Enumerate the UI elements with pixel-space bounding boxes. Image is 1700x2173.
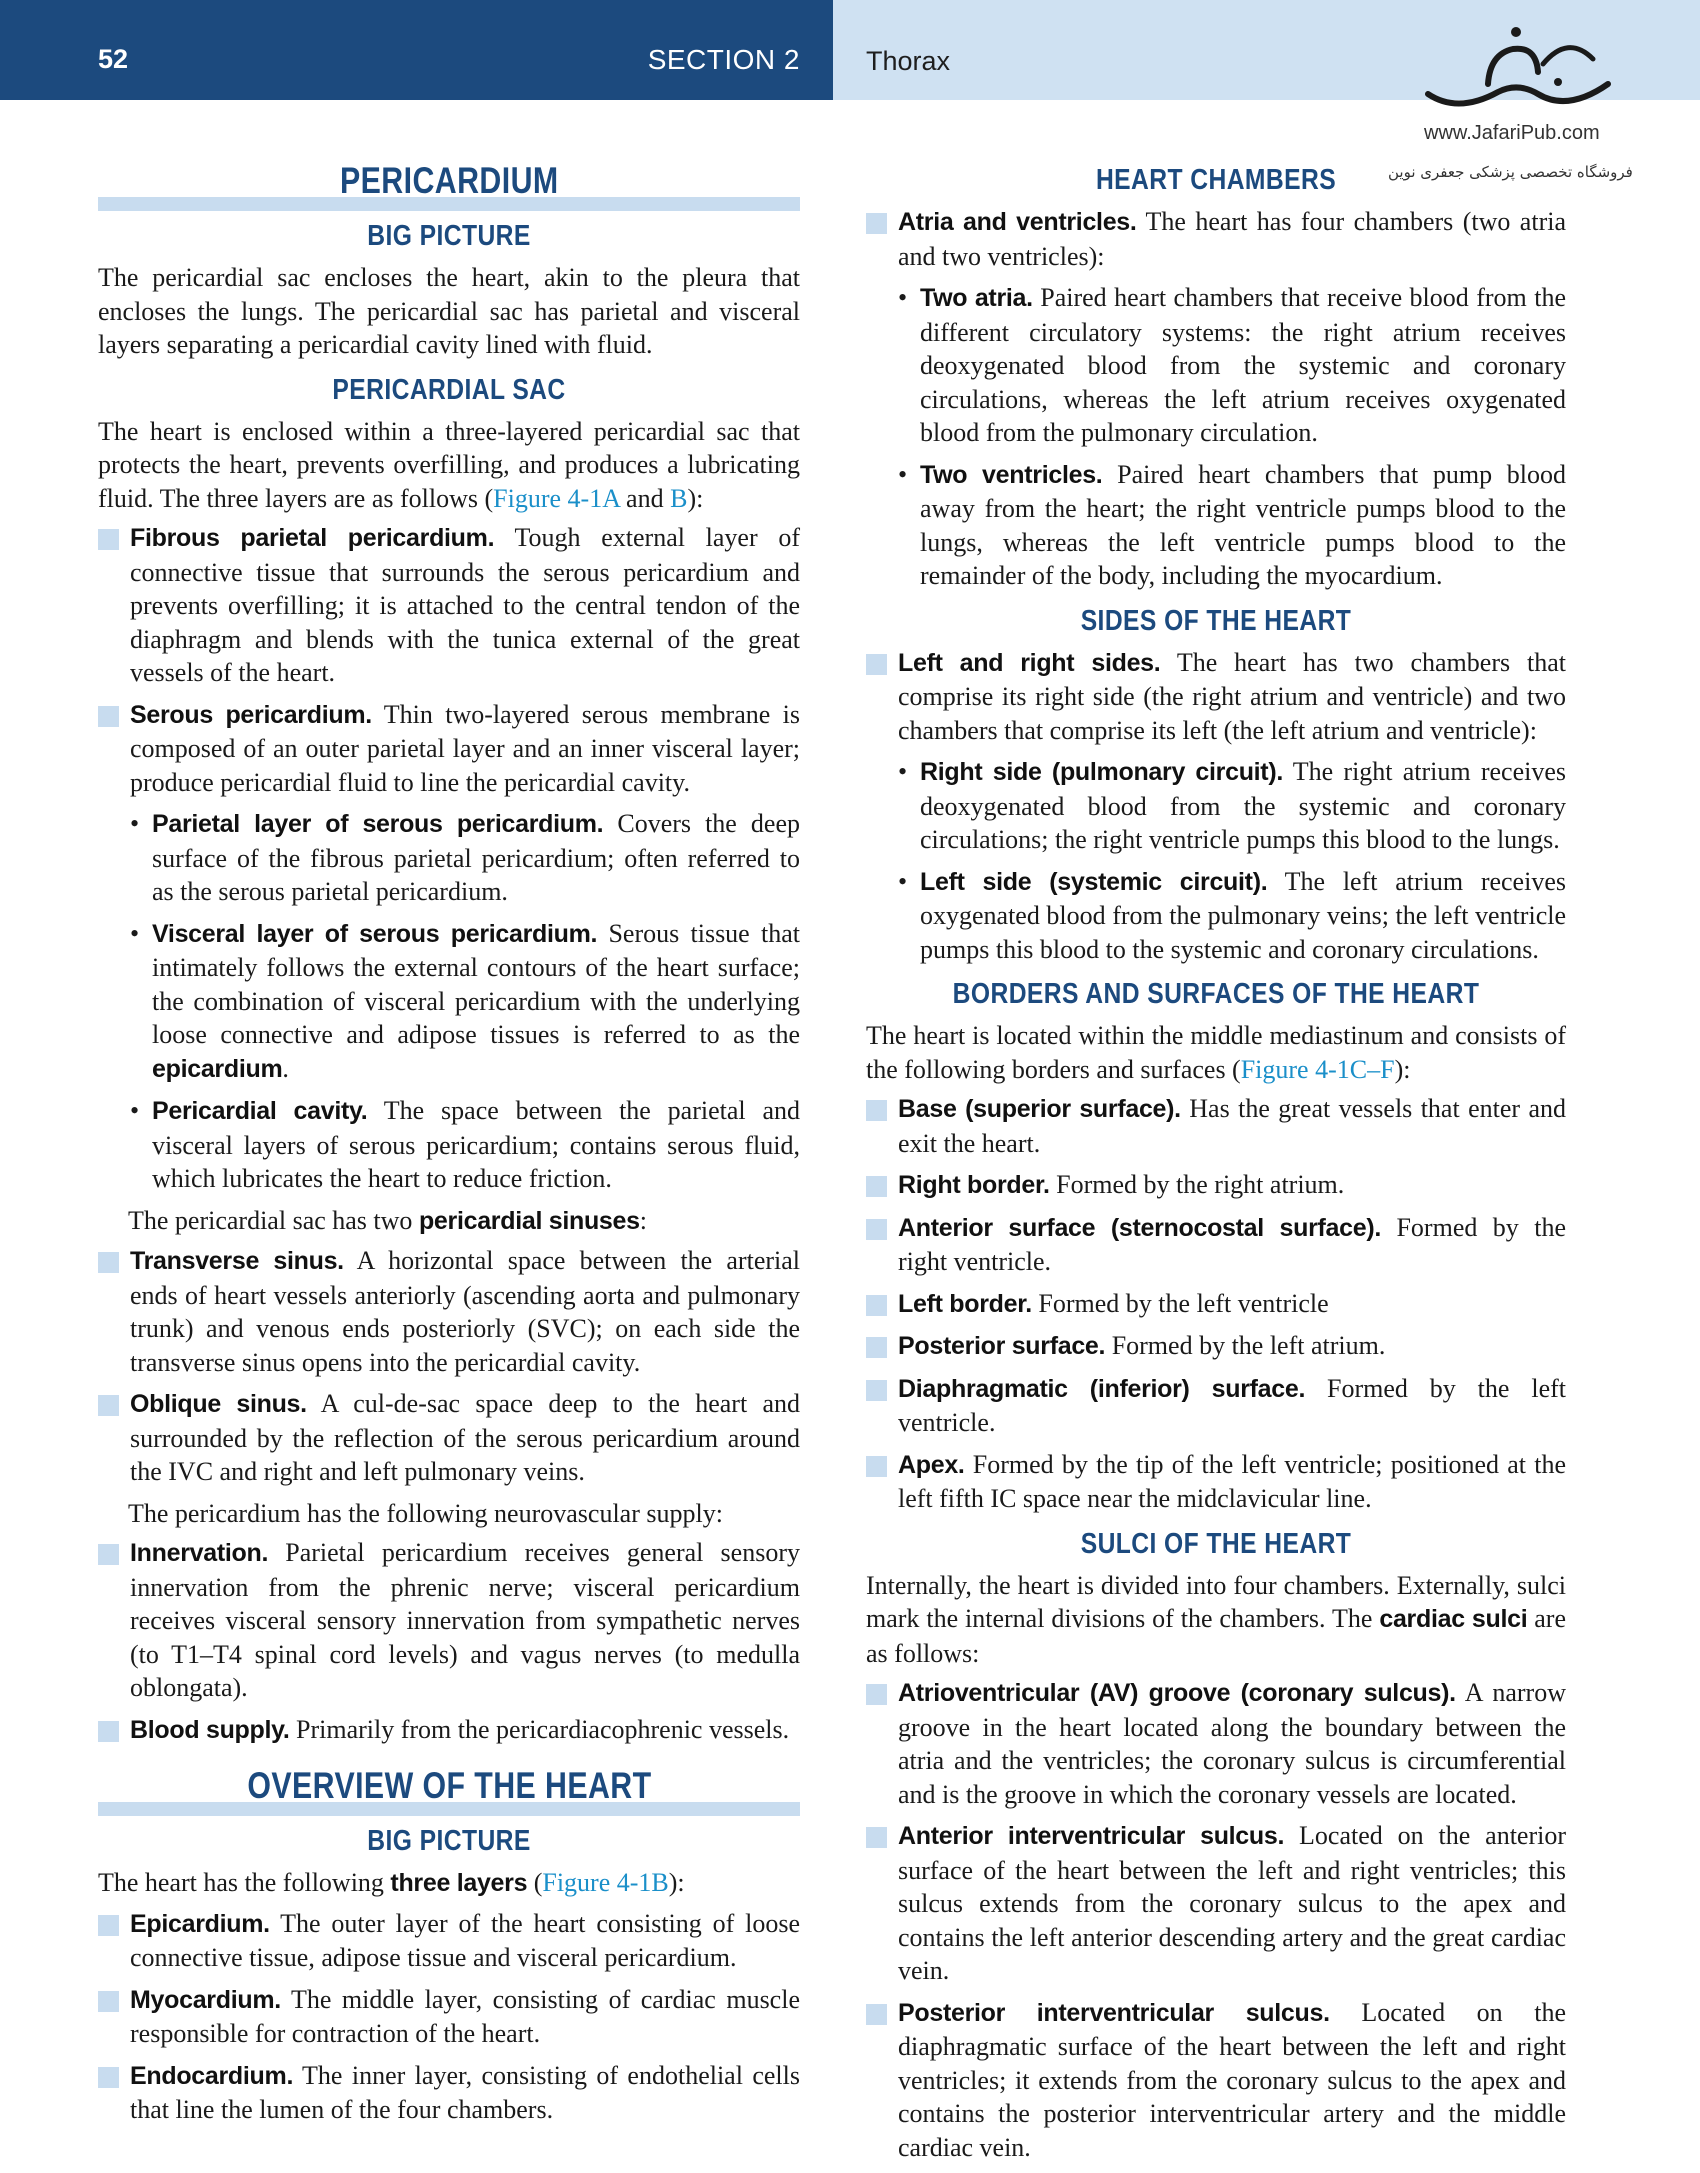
bullet-square-icon: [98, 1991, 119, 2012]
list-item-fibrous: Fibrous parietal pericardium. Tough external layer of connective tissue that surrounds the serous pericardium and prevents overfilling; it is attached to the central tendon of the diaphragm and blends with the tunica external of the great vessels of the heart.: [98, 521, 800, 690]
list-item-transverse: Transverse sinus. A horizontal space between the arterial ends of heart vessels anteriorly (ascending aorta and pulmonary trunk) and venous ends posteriorly (SVC); on each side the transverse sinus opens into the pericardial cavity.: [98, 1244, 800, 1379]
bullet-square-icon: [866, 1380, 887, 1401]
subheading-big-picture: BIG PICTURE: [367, 220, 531, 252]
bullet-square-icon: [98, 1721, 119, 1742]
bullet-square-icon: [866, 1337, 887, 1358]
bullet-dot-icon: •: [898, 459, 908, 489]
subheading-sulci: SULCI OF THE HEART: [1080, 1527, 1352, 1560]
list-item-serous: Serous pericardium. Thin two-layered serous membrane is composed of an outer parietal layer and an inner visceral layer; produce pericardial fluid to line the pericardial cavity.: [98, 698, 800, 800]
borders-intro: The heart is located within the middle mediastinum and consists of the following borders and surfaces (Figure 4-1C–F):: [866, 1021, 1566, 1084]
list-item-posterior-surface: Posterior surface. Formed by the left atrium.: [866, 1329, 1566, 1364]
neurovascular-intro: The pericardium has the following neurovascular supply:: [128, 1498, 723, 1528]
sublist-item-visceral: • Visceral layer of serous pericardium. Serous tissue that intimately follows the external contours of the heart surface; the combination of visceral pericardium with the underlying loose connective and adipose tissues is referred to as the epicardium.: [130, 918, 800, 1083]
bullet-square-icon: [866, 1684, 887, 1705]
bullet-square-icon: [98, 706, 119, 727]
left-column: [98, 160, 800, 2135]
sublist-item-two-ventricles: • Two ventricles. Paired heart chambers that pump blood away from the heart; the right ventricle pumps blood to the lungs, whereas the left ventricle pumps blood to the remainder of the body, including the myocardium.: [898, 459, 1566, 590]
list-item-atria-ventricles: Atria and ventricles. The heart has four chambers (two atria and two ventricles):: [866, 205, 1566, 273]
sublist-item-right-side: • Right side (pulmonary circuit). The right atrium receives deoxygenated blood from the systemic and coronary circulations; the right ventricle pumps this blood to the lungs.: [898, 757, 1566, 854]
heading-text: PERICARDIUM: [339, 160, 559, 201]
bullet-square-icon: [98, 1544, 119, 1565]
list-item-right-border: Right border. Formed by the right atrium.: [866, 1168, 1566, 1203]
publisher-logo-icon: [1418, 24, 1618, 124]
section-label: SECTION 2: [647, 44, 800, 75]
list-item-anterior-surface: Anterior surface (sternocostal surface). Formed by the right ventricle.: [866, 1211, 1566, 1279]
list-item-left-border: Left border. Formed by the left ventricle: [866, 1287, 1566, 1322]
figure-link-4-1c-f[interactable]: Figure 4-1C–F: [1240, 1054, 1395, 1084]
sublist-item-left-side: • Left side (systemic circuit). The left atrium receives oxygenated blood from the pulmonary veins; the left ventricle pumps this blood to the systemic and coronary circulations.: [898, 866, 1566, 964]
pericardial-sac-intro: The heart is enclosed within a three-layered pericardial sac that protects the heart, prevents overfilling, and produces a lubricating fluid. The three layers are as follows (Figure 4-1A and B):: [98, 416, 800, 513]
subheading-pericardial-sac: PERICARDIAL SAC: [332, 373, 566, 406]
list-item-myocardium: Myocardium. The middle layer, consisting of cardiac muscle responsible for contraction of the heart.: [98, 1983, 800, 2051]
subheading-sides: SIDES OF THE HEART: [1080, 604, 1352, 637]
subheading-heart-chambers: HEART CHAMBERS: [1095, 164, 1337, 196]
heading-text: OVERVIEW OF THE HEART: [246, 1765, 652, 1806]
sublist-item-two-atria: • Two atria. Paired heart chambers that receive blood from the different circulatory systems: the right atrium receives deoxygenated blood from the systemic and coronary circulations, whereas the left atrium receives oxygenated blood from the pulmonary circulation.: [898, 283, 1566, 447]
list-item-posterior-interventricular: Posterior interventricular sulcus. Located on the diaphragmatic surface of the heart between the left and right ventricles; it extends from the coronary sulcus to the apex and contains the posterior interventricular artery and the middle cardiac vein.: [866, 1996, 1566, 2165]
bullet-square-icon: [98, 1395, 119, 1416]
subheading-borders: BORDERS AND SURFACES OF THE HEART: [952, 978, 1480, 1010]
list-item-epicardium: Epicardium. The outer layer of the heart consisting of loose connective tissue, adipose tissue and visceral pericardium.: [98, 1907, 800, 1975]
list-item-endocardium: Endocardium. The inner layer, consisting of endothelial cells that line the lumen of the four chambers.: [98, 2059, 800, 2127]
section-title: Thorax: [866, 46, 951, 76]
sublist-item-parietal: • Parietal layer of serous pericardium. Covers the deep surface of the fibrous parietal pericardium; often referred to as the serous parietal pericardium.: [130, 809, 800, 906]
big-picture-paragraph: The pericardial sac encloses the heart, akin to the pleura that encloses the lungs. The pericardial sac has parietal and visceral layers separating a pericardial cavity lined with fluid.: [98, 263, 800, 359]
bullet-square-icon: [866, 1219, 887, 1240]
bullet-square-icon: [866, 213, 887, 234]
heading-overview: [98, 1765, 800, 1807]
list-item-apex: Apex. Formed by the tip of the left ventricle; positioned at the left fifth IC space near the midclavicular line.: [866, 1448, 1566, 1516]
bullet-dot-icon: •: [898, 757, 908, 786]
list-item-blood-supply: Blood supply. Primarily from the pericardiacophrenic vessels.: [98, 1713, 800, 1748]
bullet-square-icon: [866, 654, 887, 675]
bullet-square-icon: [866, 1100, 887, 1121]
figure-link-4-1a[interactable]: Figure 4-1A: [493, 483, 620, 513]
bullet-dot-icon: •: [898, 866, 908, 896]
sinuses-intro: The pericardial sac has two pericardial sinuses:: [128, 1205, 647, 1235]
bullet-square-icon: [866, 1456, 887, 1477]
publisher-subtitle: فروشگاه تخصصی پزشکی جعفری نوین: [1388, 163, 1633, 181]
publisher-url[interactable]: www.JafariPub.com: [1424, 122, 1600, 144]
bullet-square-icon: [98, 1915, 119, 1936]
sulci-intro: Internally, the heart is divided into four chambers. Externally, sulci mark the internal divisions of the chambers. The cardiac sulci are as follows:: [866, 1570, 1566, 1668]
subheading-big-picture-2: BIG PICTURE: [367, 1825, 531, 1857]
list-item-anterior-interventricular: Anterior interventricular sulcus. Located on the anterior surface of the heart between the left and right ventricles; this sulcus extends from the coronary sulcus to the apex and contains the left anterior descending artery and the great cardiac vein.: [866, 1819, 1566, 1988]
bullet-square-icon: [866, 1295, 887, 1316]
list-item-diaphragmatic-surface: Diaphragmatic (inferior) surface. Formed by the left ventricle.: [866, 1372, 1566, 1440]
layers-intro: The heart has the following three layers (Figure 4-1B):: [98, 1868, 685, 1897]
bullet-dot-icon: •: [130, 809, 140, 838]
right-column: [866, 160, 1566, 2172]
figure-link-b[interactable]: B: [670, 483, 688, 513]
list-item-base: Base (superior surface). Has the great vessels that enter and exit the heart.: [866, 1092, 1566, 1160]
bullet-square-icon: [98, 1252, 119, 1273]
bullet-dot-icon: •: [898, 283, 908, 312]
list-item-oblique: Oblique sinus. A cul-de-sac space deep to the heart and surrounded by the reflection of the serous pericardium around the IVC and right and left pulmonary veins.: [98, 1387, 800, 1489]
bullet-square-icon: [98, 2067, 119, 2088]
list-item-innervation: Innervation. Parietal pericardium receives general sensory innervation from the phrenic nerve; visceral pericardium receives visceral sensory innervation from sympathetic nerves (to T1–T4 spinal cord levels) and vagus nerves (to medulla oblongata).: [98, 1536, 800, 1705]
bullet-square-icon: [98, 529, 119, 550]
bullet-dot-icon: •: [130, 1096, 140, 1125]
figure-link-4-1b[interactable]: Figure 4-1B: [542, 1868, 669, 1897]
list-item-left-right-sides: Left and right sides. The heart has two chambers that comprise its right side (the right atrium and ventricle) and two chambers that comprise its left (the left atrium and ventricle):: [866, 646, 1566, 748]
heading-pericardium: [98, 160, 800, 202]
bullet-square-icon: [866, 1176, 887, 1197]
bullet-dot-icon: •: [130, 918, 140, 948]
sublist-item-cavity: • Pericardial cavity. The space between the parietal and visceral layers of serous pericardium; contains serous fluid, which lubricates the heart to reduce friction.: [130, 1096, 800, 1193]
bullet-square-icon: [866, 2004, 887, 2025]
list-item-av-groove: Atrioventricular (AV) groove (coronary sulcus). A narrow groove in the heart located along the boundary between the atria and the ventricles; the coronary sulcus is circumferential and is the groove in which the coronary vessels are located.: [866, 1676, 1566, 1811]
bullet-square-icon: [866, 1827, 887, 1848]
page-number: 52: [98, 44, 129, 74]
